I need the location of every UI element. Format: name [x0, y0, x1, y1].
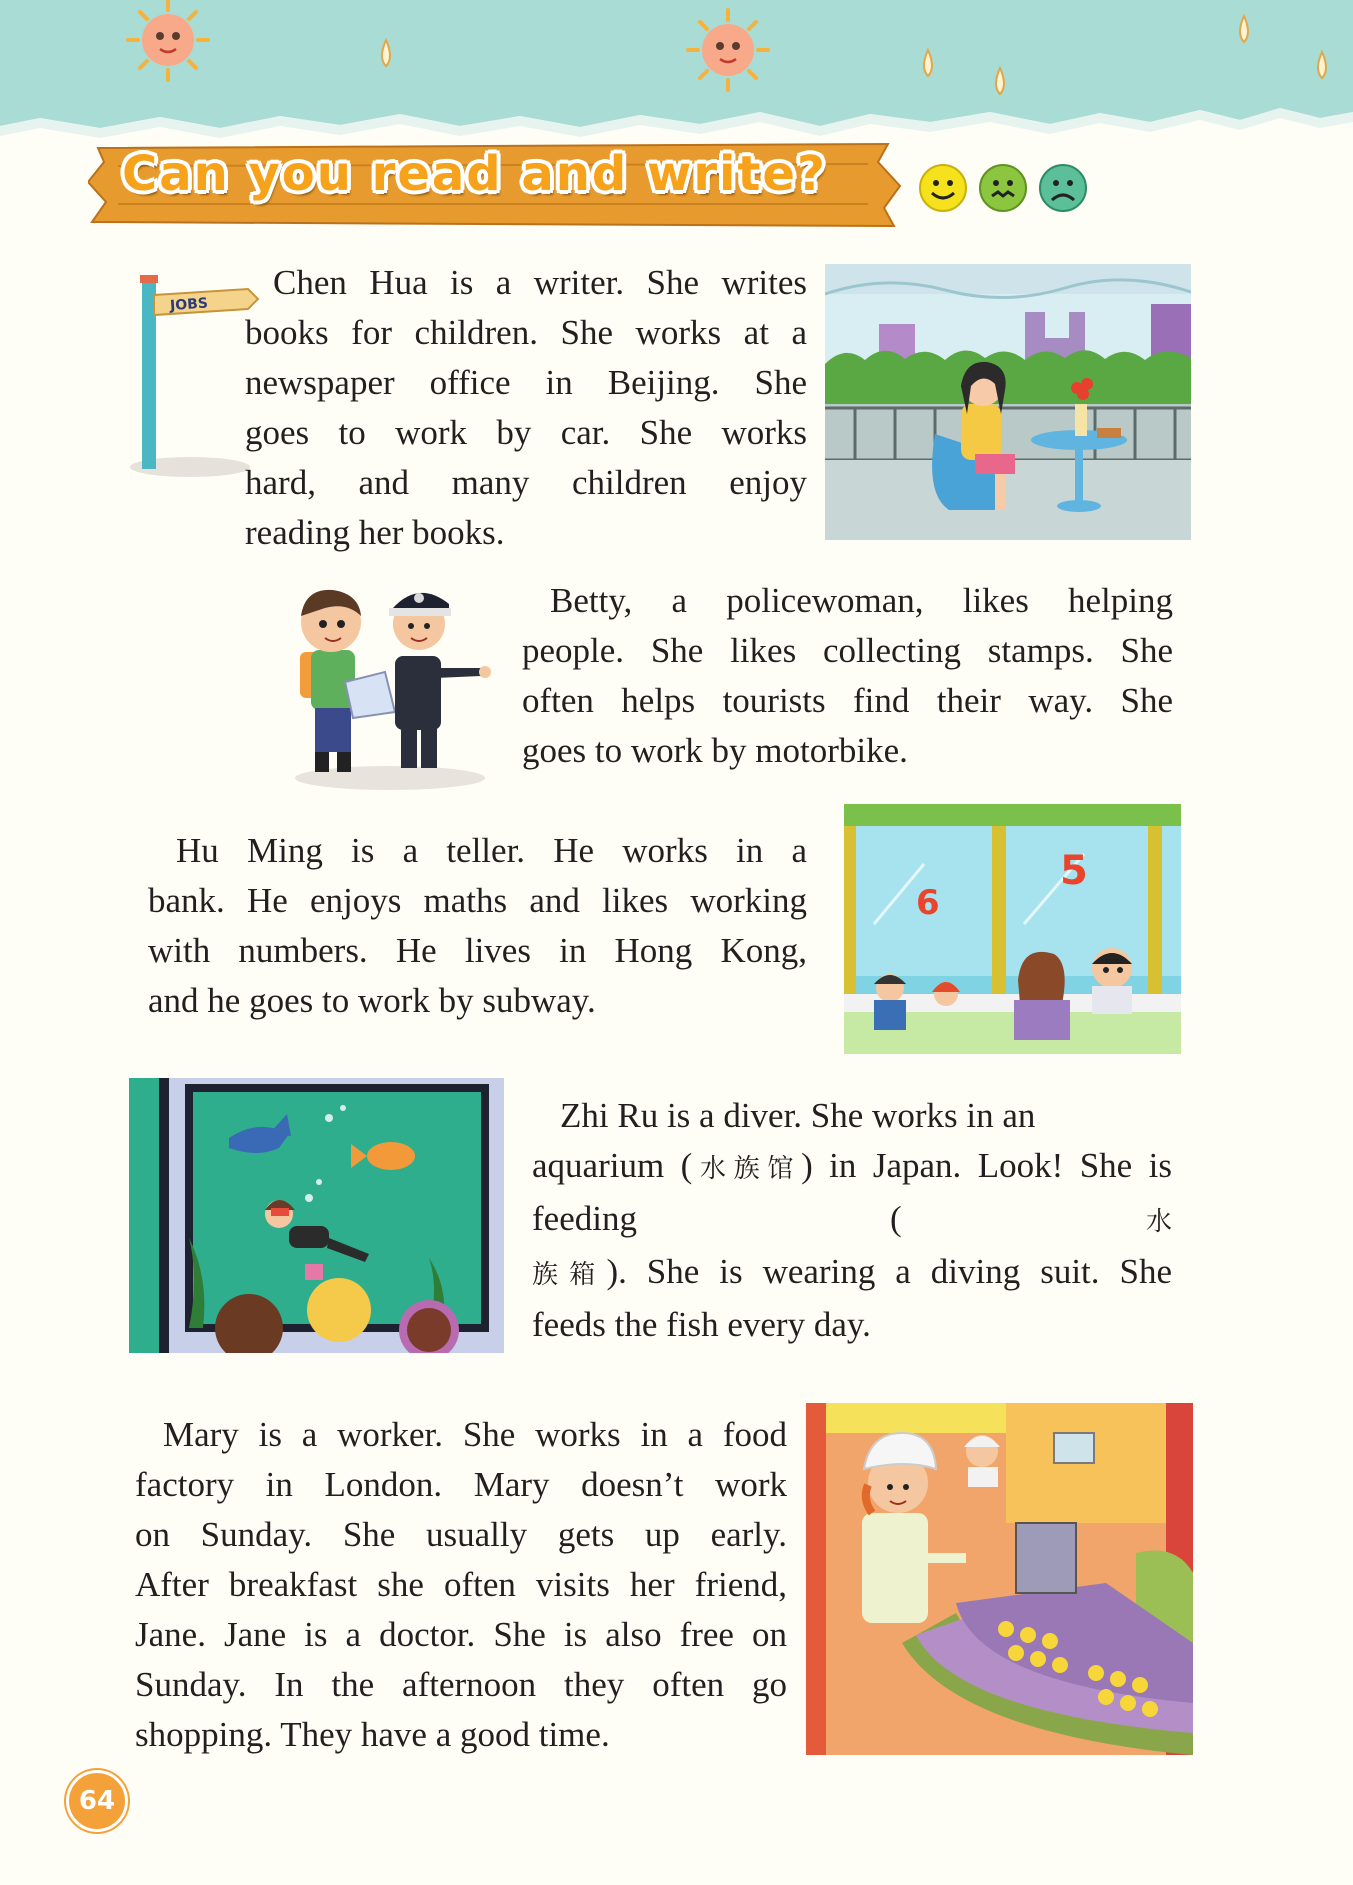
food-factory-illustration [806, 1403, 1193, 1755]
text-line: Hu Ming is a teller. He works in a [176, 831, 807, 870]
sun-icon [688, 10, 768, 90]
text-line: Jane. Jane is a doctor. She is also free on [135, 1615, 787, 1654]
page-number: 64 [66, 1770, 128, 1832]
window-number: 6 [916, 883, 940, 923]
paragraph-zhi-ru [532, 1091, 1172, 1350]
bank-teller-illustration [844, 804, 1181, 1054]
paragraph-hu-ming [148, 826, 807, 1026]
writer-balcony-illustration [825, 264, 1191, 540]
text-line: with numbers. He lives in Hong Kong, [148, 931, 807, 970]
text-line: goes to work by motorbike. [522, 731, 908, 770]
text-line: Mary is a worker. She works in a food [163, 1415, 787, 1454]
text-line: After breakfast she often visits her friend, [135, 1565, 787, 1604]
text-line: Chen Hua is a writer. She writes [273, 263, 807, 302]
text-line: often helps tourists find their way. She [522, 681, 1173, 720]
text-line: aquarium (水族馆) in Japan. Look! She is [532, 1146, 1173, 1185]
text-line: feeding (水 [532, 1199, 1172, 1238]
window-number: 5 [1060, 848, 1088, 894]
paragraph-chen-hua [245, 258, 807, 558]
paragraph-mary [135, 1410, 787, 1760]
sun-icon [128, 0, 208, 80]
aquarium-diver-illustration [129, 1078, 504, 1353]
happy-face-icon [918, 163, 968, 213]
text-line: bank. He enjoys maths and likes working [148, 881, 807, 920]
policewoman-illustration [285, 572, 495, 792]
text-line: factory in London. Mary doesn’t work [135, 1465, 787, 1504]
page-title: Can you read and write? [122, 146, 827, 202]
sign-text: JOBS [169, 295, 209, 315]
text-line: reading her books. [245, 513, 505, 552]
header-banner [0, 0, 1353, 150]
text-line: feeds the fish every day. [532, 1305, 871, 1344]
paragraph-betty [522, 576, 1173, 776]
text-line: Sunday. In the afternoon they often go [135, 1665, 787, 1704]
text-line: goes to work by car. She works [245, 413, 807, 452]
text-line: Zhi Ru is a diver. She works in an [560, 1096, 1036, 1135]
text-line: and he goes to work by subway. [148, 981, 596, 1020]
text-line: on Sunday. She usually gets up early. [135, 1515, 787, 1554]
text-line: shopping. They have a good time. [135, 1715, 610, 1754]
text-line: hard, and many children enjoy [245, 463, 807, 502]
text-line: 族箱). She is wearing a diving suit. She [532, 1252, 1172, 1291]
text-line: books for children. She works at a [245, 313, 807, 352]
text-line: newspaper office in Beijing. She [245, 363, 807, 402]
text-line: people. She likes collecting stamps. She [522, 631, 1173, 670]
sad-face-icon [1038, 163, 1088, 213]
jobs-signpost [130, 275, 260, 505]
text-line: Betty, a policewoman, likes helping [550, 581, 1173, 620]
neutral-face-icon [978, 163, 1028, 213]
